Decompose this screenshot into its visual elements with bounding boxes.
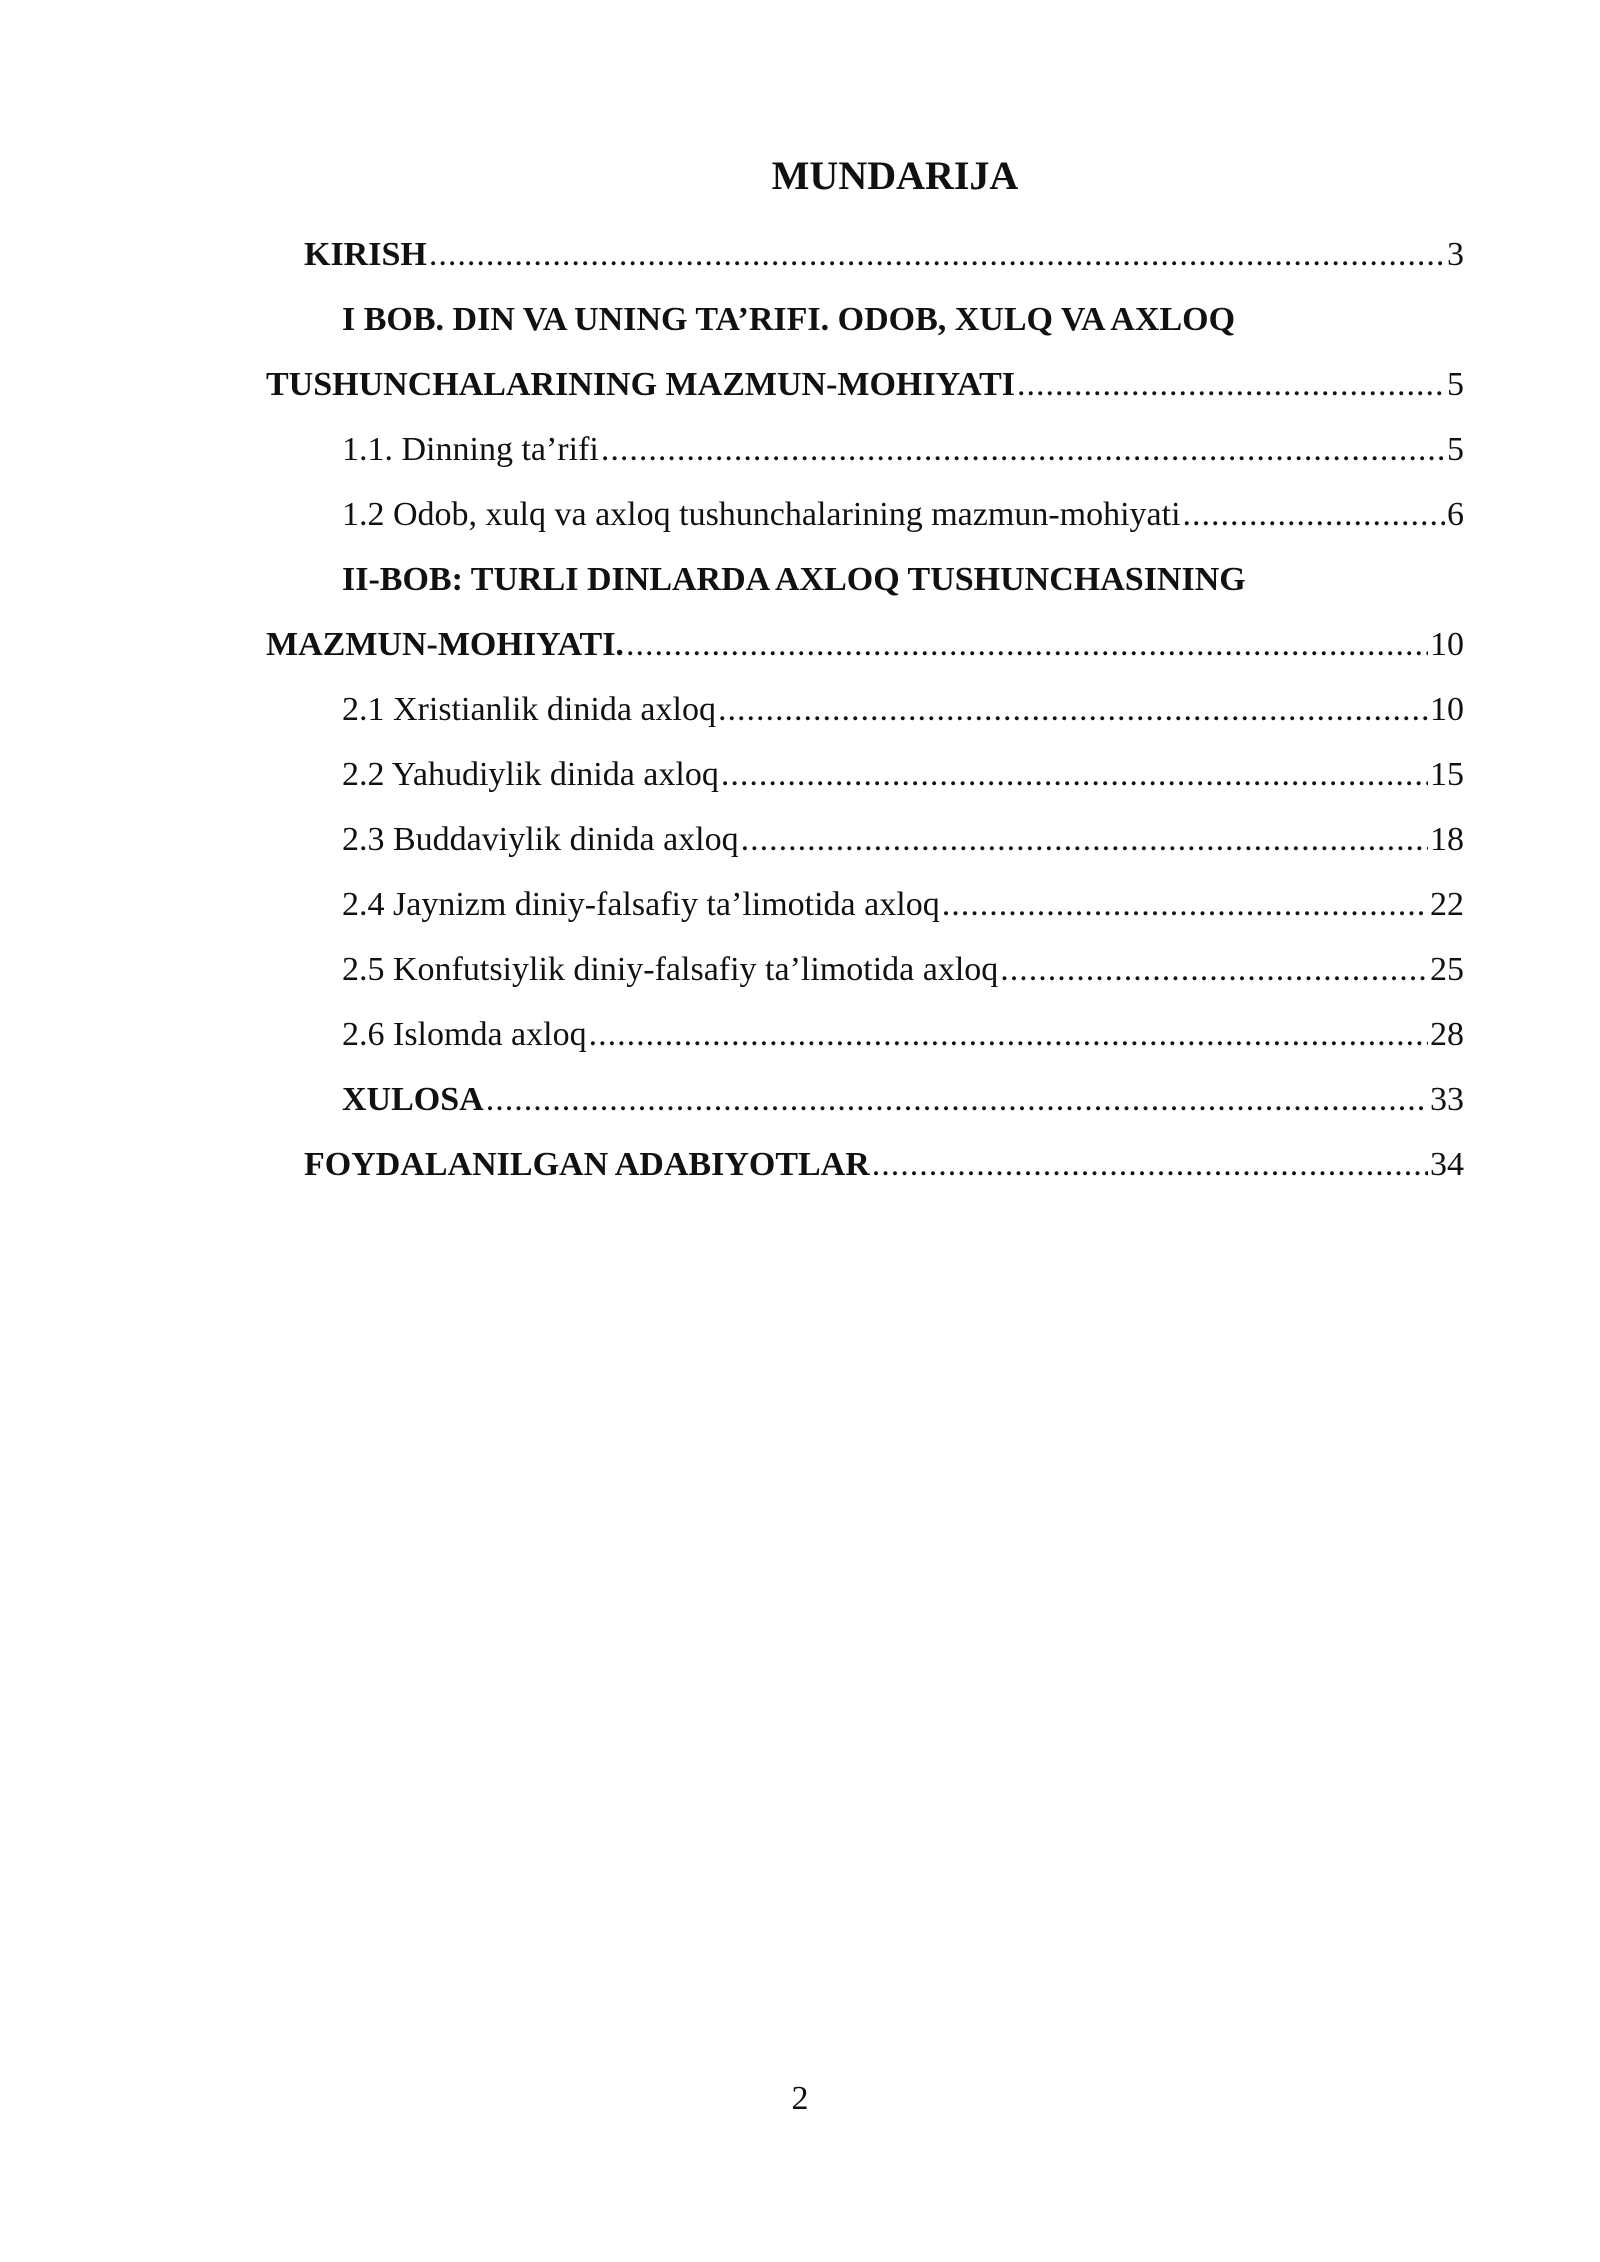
dot-leader bbox=[872, 1132, 1428, 1197]
toc-entry-page: 28 bbox=[1430, 1016, 1464, 1053]
toc-entry-page: 10 bbox=[1430, 626, 1464, 663]
toc-entry-xulosa[interactable] bbox=[266, 1067, 1464, 1132]
dot-leader bbox=[1183, 482, 1445, 547]
dot-leader bbox=[721, 742, 1428, 807]
toc-entry-2-4[interactable] bbox=[266, 872, 1464, 937]
toc-entry-bob2-line2[interactable] bbox=[266, 612, 1464, 677]
toc-entry-page: 33 bbox=[1430, 1081, 1464, 1118]
dot-leader bbox=[718, 677, 1428, 742]
dot-leader bbox=[601, 417, 1445, 482]
toc-entry-adabiyotlar[interactable] bbox=[266, 1132, 1464, 1197]
toc-entry-label: KIRISH bbox=[304, 236, 427, 273]
page-number: 2 bbox=[791, 2080, 809, 2117]
toc-chapter-heading: I BOB. DIN VA UNING TA’RIFI. ODOB, XULQ VA AXLOQ bbox=[342, 301, 1236, 338]
toc-entry-page: 6 bbox=[1447, 496, 1464, 533]
dot-leader bbox=[589, 1002, 1428, 1067]
toc-entry-bob2-line1[interactable] bbox=[266, 547, 1464, 612]
toc-entry-2-5[interactable] bbox=[266, 937, 1464, 1002]
toc-entry-page: 18 bbox=[1430, 821, 1464, 858]
toc-entry-bob1-line1[interactable] bbox=[266, 287, 1464, 352]
toc-entry-page: 5 bbox=[1447, 431, 1464, 468]
toc-entry-page: 3 bbox=[1447, 236, 1464, 273]
toc-chapter-heading: II-BOB: TURLI DINLARDA AXLOQ TUSHUNCHASINING bbox=[342, 561, 1246, 598]
dot-leader bbox=[942, 872, 1428, 937]
toc-entry-2-2[interactable] bbox=[266, 742, 1464, 807]
dot-leader bbox=[1017, 352, 1445, 417]
toc-entry-bob1-line2[interactable] bbox=[266, 352, 1464, 417]
dot-leader bbox=[741, 807, 1428, 872]
toc-entry-label: MAZMUN-MOHIYATI. bbox=[266, 626, 624, 663]
toc-entry-label: TUSHUNCHALARINING MAZMUN-MOHIYATI bbox=[266, 366, 1015, 403]
toc-entry-page: 15 bbox=[1430, 756, 1464, 793]
toc-entry-page: 5 bbox=[1447, 366, 1464, 403]
toc-title: MUNDARIJA bbox=[771, 153, 1019, 198]
toc-entry-1-2[interactable] bbox=[266, 482, 1464, 547]
toc-entry-page: 25 bbox=[1430, 951, 1464, 988]
dot-leader bbox=[486, 1067, 1428, 1132]
dot-leader bbox=[626, 612, 1428, 677]
toc-entry-2-6[interactable] bbox=[266, 1002, 1464, 1067]
toc-entry-label: XULOSA bbox=[342, 1081, 484, 1118]
toc-entry-label: 1.2 Odob, xulq va axloq tushunchalarining mazmun-mohiyati bbox=[342, 496, 1181, 533]
toc-entry-1-1[interactable] bbox=[266, 417, 1464, 482]
toc-entry-page: 22 bbox=[1430, 886, 1464, 923]
toc-entry-2-3[interactable] bbox=[266, 807, 1464, 872]
toc-entry-label: FOYDALANILGAN ADABIYOTLAR bbox=[304, 1146, 870, 1183]
toc-entry-page: 10 bbox=[1430, 691, 1464, 728]
table-of-contents bbox=[266, 222, 1464, 1197]
toc-entry-label: 2.4 Jaynizm diniy-falsafiy ta’limotida axloq bbox=[342, 886, 940, 923]
dot-leader bbox=[1000, 937, 1428, 1002]
toc-entry-label: 1.1. Dinning ta’rifi bbox=[342, 431, 599, 468]
toc-entry-page: 34 bbox=[1430, 1146, 1464, 1183]
toc-entry-label: 2.5 Konfutsiylik diniy-falsafiy ta’limotida axloq bbox=[342, 951, 999, 988]
toc-entry-2-1[interactable] bbox=[266, 677, 1464, 742]
toc-entry-kirish[interactable] bbox=[266, 222, 1464, 287]
dot-leader bbox=[429, 222, 1445, 287]
toc-entry-label: 2.6 Islomda axloq bbox=[342, 1016, 587, 1053]
toc-entry-label: 2.1 Xristianlik dinida axloq bbox=[342, 691, 716, 728]
toc-entry-label: 2.3 Buddaviylik dinida axloq bbox=[342, 821, 739, 858]
toc-entry-label: 2.2 Yahudiylik dinida axloq bbox=[342, 756, 719, 793]
